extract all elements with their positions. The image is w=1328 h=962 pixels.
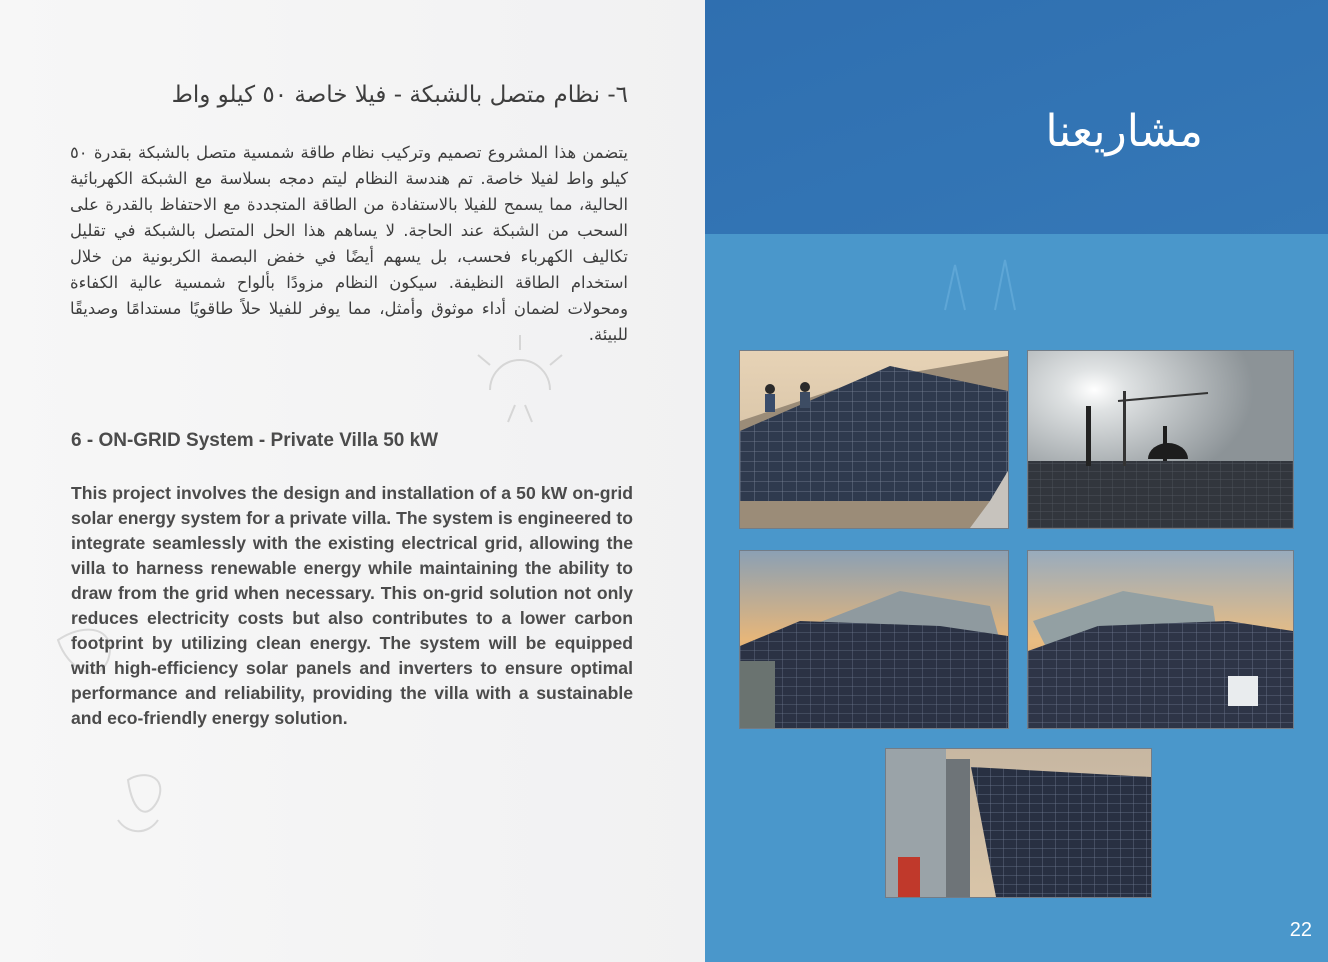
project-photo-3 [739,550,1009,729]
arabic-heading: ٦- نظام متصل بالشبكة - فيلا خاصة ٥٠ كيلو واط [171,82,628,108]
project-photo-2 [1027,350,1294,529]
english-body: This project involves the design and installation of a 50 kW on-grid solar energy system for a private villa. The system is engineered to integrate seamlessly with the existing electrical grid, allowing the villa to harness renewable energy while maintaining the ability to draw from the grid when necessary. This on-grid solution not only reduces electricity costs but also contributes to a lower carbon footprint by utilizing clean energy. The system will be equipped with high-efficiency solar panels and inverters to ensure optimal performance and reliability, providing the villa with a sustainable and eco-friendly energy solution. [71,483,633,728]
project-photo-5 [885,748,1152,898]
section-title: مشاريعنا [1045,106,1203,157]
arabic-body: يتضمن هذا المشروع تصميم وتركيب نظام طاقة شمسية متصل بالشبكة بقدرة ٥٠ كيلو واط لفيلا خاصة. تم هندسة النظام ليتم دمجه بسلاسة مع الشبكة الكهربائية الحالية، مما يسمح للفيلا بالاستفادة من الطاقة المتجددة مع الاحتفاظ بالقدرة على السحب من الشبكة عند الحاجة. لا يساهم هذا الحل المتصل بالشبكة في تقليل تكاليف الكهرباء فحسب، بل يسهم أيضًا في خفض البصمة الكربونية من خلال استخدام الطاقة النظيفة. سيكون النظام مزودًا بألواح شمسية عالية الكفاءة ومحولات لضمان أداء موثوق وأمثل، مما يوفر للفيلا حلاً طاقويًا مستدامًا وصديقًا للبيئة. [70,143,628,344]
tower-sketch-icon [935,255,1035,315]
project-photo-4 [1027,550,1294,729]
project-photo-1 [739,350,1009,529]
page-number: 22 [1289,919,1312,941]
gallery-page [705,0,1328,962]
english-heading: 6 - ON-GRID System - Private Villa 50 kW [71,430,439,451]
section-header [705,0,1328,234]
